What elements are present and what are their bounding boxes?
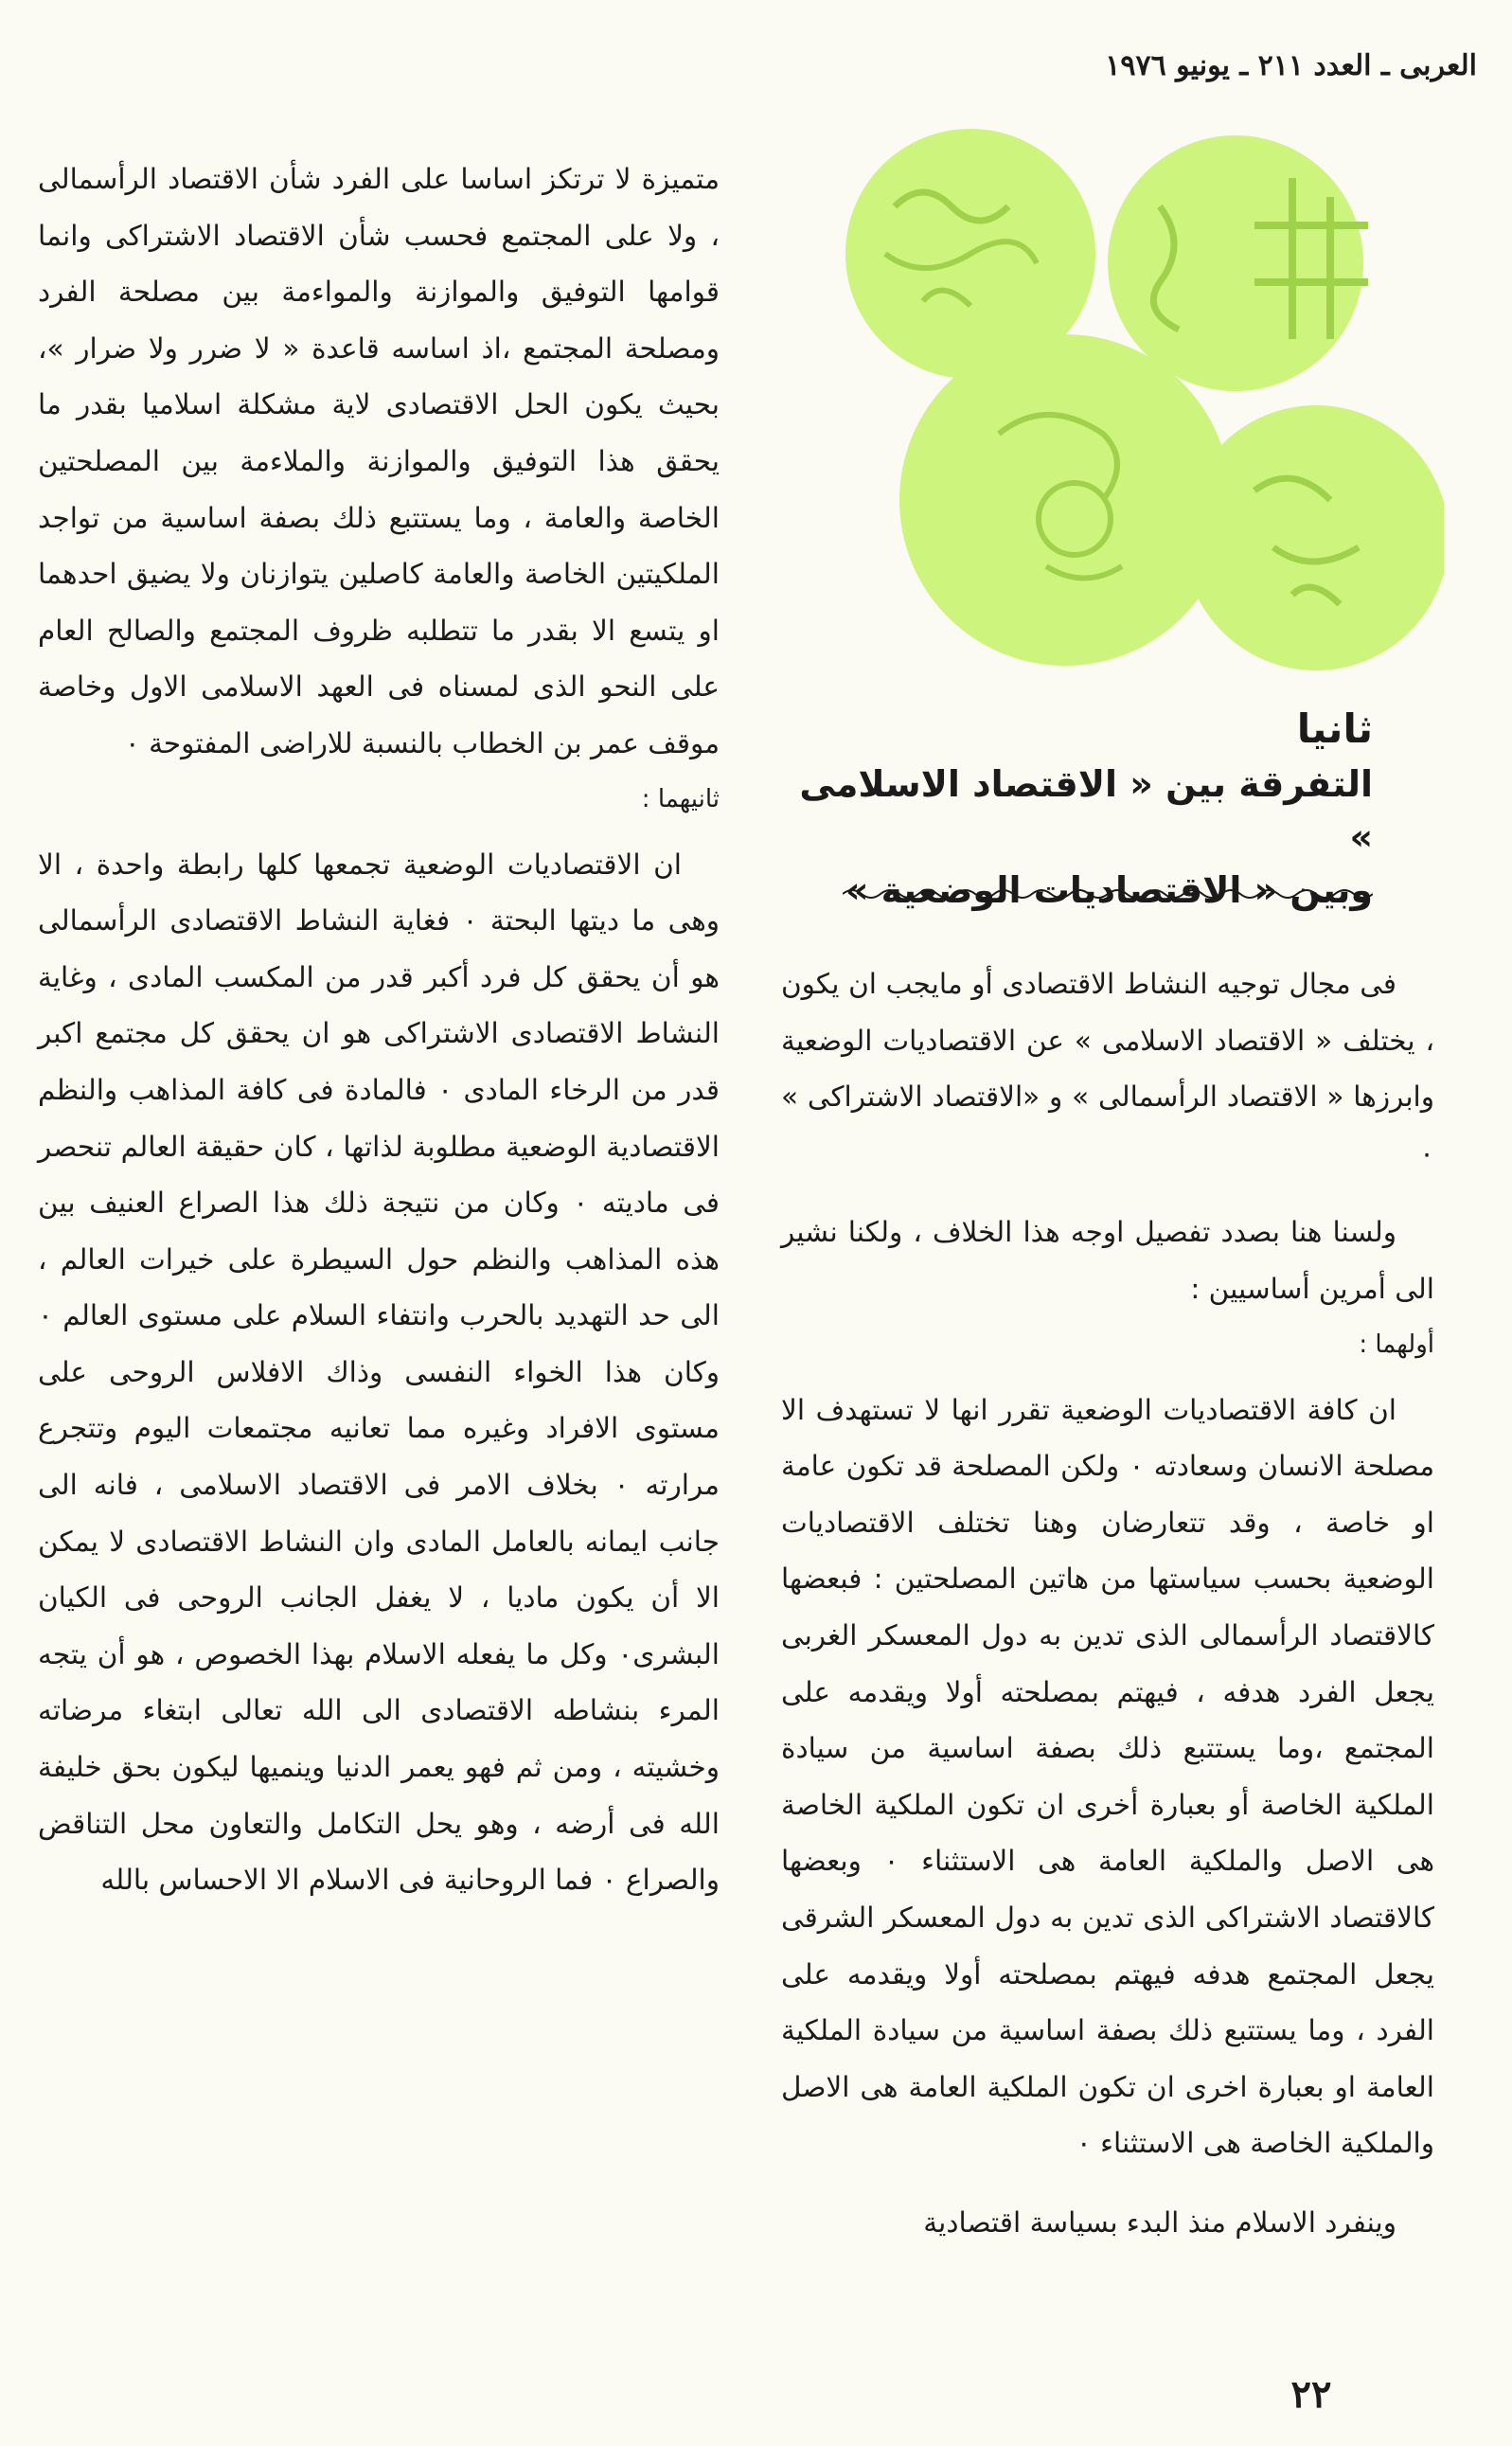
- coin-top-right: [1108, 135, 1368, 391]
- left-label-second: ثانيهما :: [641, 784, 720, 813]
- left-column: [38, 152, 720, 1909]
- left-paragraph-1: متميزة لا ترتكز اساسا على الفرد شأن الاقتصاد الرأسمالى ، ولا على المجتمع فحسب شأن الاقتصاد الاشتراكى وانما قوامها التوفيق والموازنة والمواءمة بين مصلحة الفرد ومصلحة المجتمع ،اذ اساسه قاعدة « لا ضرر ولا ضرار »، بحيث يكون الحل الاقتصادى لاية مشكلة اسلاميا بقدر ما يحقق هذا التوفيق والموازنة والملاءمة بين المصلحتين الخاصة والعامة ، وما يستتبع ذلك بصفة اساسية من تواجد الملكيتين الخاصة والعامة كاصلين يتوازنان ولا يضيق احدهما او يتسع الا بقدر ما تتطلبه ظروف المجتمع والصالح العام على النحو الذى لمسناه فى العهد الاسلامى الاول وخاصة موقف عمر بن الخطاب بالنسبة للاراضى المفتوحة ٠: [38, 163, 720, 759]
- right-paragraph-3: ان كافة الاقتصاديات الوضعية تقرر انها لا تستهدف الا مصلحة الانسان وسعادته ٠ ولكن المصلحة قد تكون عامة او خاصة ، وقد تتعارضان وهنا تختلف الاقتصاديات الوضعية بحسب سياستها من هاتين المصلحتين : فبعضها كالاقتصاد الرأسمالى الذى تدين به دول المعسكر الغربى يجعل الفرد هدفه ، فيهتم بمصلحته أولا ويقدمه على المجتمع ،وما يستتبع ذلك بصفة اساسية من سيادة الملكية الخاصة أو بعبارة أخرى ان تكون الملكية الخاصة هى الاصل والملكية العامة هى الاستثناء ٠ وبعضها كالاقتصاد الاشتراكى الذى تدين به دول المعسكر الشرقى يجعل المجتمع هدفه فيهتم بمصلحته أولا ويقدمه على الفرد ، وما يستتبع ذلك بصفة اساسية من سيادة الملكية العامة او بعبارة اخرى ان تكون الملكية العامة هى الاصل والملكية الخاصة هى الاستثناء ٠: [781, 1393, 1435, 2160]
- right-paragraph-2: ولسنا هنا بصدد تفصيل اوجه هذا الخلاف ، ولكنا نشير الى أمرين أساسيين :: [781, 1216, 1434, 1305]
- left-paragraph-2: ان الاقتصاديات الوضعية تجمعها كلها رابطة واحدة ، الا وهى ما ديتها البحتة ٠ فغاية النشاط الاقتصادى الرأسمالى هو أن يحقق كل فرد أكبر قدر من المكسب المادى ، وغاية النشاط الاقتصادى الاشتراكى هو ان يحقق كل مجتمع اكبر قدر من الرخاء المادى ٠ فالمادة فى كافة المذاهب والنظم الاقتصادية الوضعية مطلوبة لذاتها ، كان حقيقة العالم تنحصر فى ماديته ٠ وكان من نتيجة ذلك هذا الصراع العنيف بين هذه المذاهب والنظم حول السيطرة على خيرات العالم ، الى حد التهديد بالحرب وانتفاء السلام على مستوى العالم ٠ وكان هذا الخواء النفسى وذاك الافلاس الروحى على مستوى الافراد وغيره مما تعانيه مجتمعات اليوم وتتجرع مرارته ٠ بخلاف الامر فى الاقتصاد الاسلامى ، فانه الى جانب ايمانه بالعامل المادى وان النشاط الاقتصادى لا يمكن الا أن يكون ماديا ، لا يغفل الجانب الروحى فى الكيان البشرى٠ وكل ما يفعله الاسلام بهذا الخصوص ، هو أن يتجه المرء بنشاطه الاقتصادى الى الله تعالى ابتغاء مرضاته وخشيته ، ومن ثم فهو يعمر الدنيا وينميها ليكون بحق خليفة الله فى أرضه ، وهو يحل التكامل والتعاون محل التناقض والصراع ٠ فما الروحانية فى الاسلام الا الاحساس بالله: [38, 848, 720, 1897]
- section-label: ثانيا: [1296, 705, 1373, 752]
- section-title-line1: التفرقة بين « الاقتصاد الاسلامى »: [799, 763, 1373, 858]
- right-paragraph-4: وينفرد الاسلام منذ البدء بسياسة اقتصادية: [923, 2205, 1396, 2239]
- coin-bottom-left: [899, 334, 1231, 666]
- right-column: [781, 956, 1434, 2251]
- page-number: ٢٢: [1290, 2372, 1332, 2417]
- section-title-line2: وبين « الاقتصاديات الوضعية »: [845, 869, 1373, 911]
- right-paragraph-1: فى مجال توجيه النشاط الاقتصادى أو مايجب ان يكون ، يختلف « الاقتصاد الاسلامى » عن الاقتصاديات الوضعية وابرزها « الاقتصاد الرأسمالى » و «الاقتصاد الاشتراكى » ٠: [781, 968, 1434, 1169]
- right-label-first: أولهما :: [1359, 1330, 1434, 1359]
- wavy-divider: [843, 883, 1373, 905]
- coin-bottom-right: [1183, 405, 1444, 670]
- coins-illustration: [762, 121, 1444, 718]
- running-header: العربى ـ العدد ٢١١ ـ يونيو ١٩٧٦: [1105, 49, 1477, 82]
